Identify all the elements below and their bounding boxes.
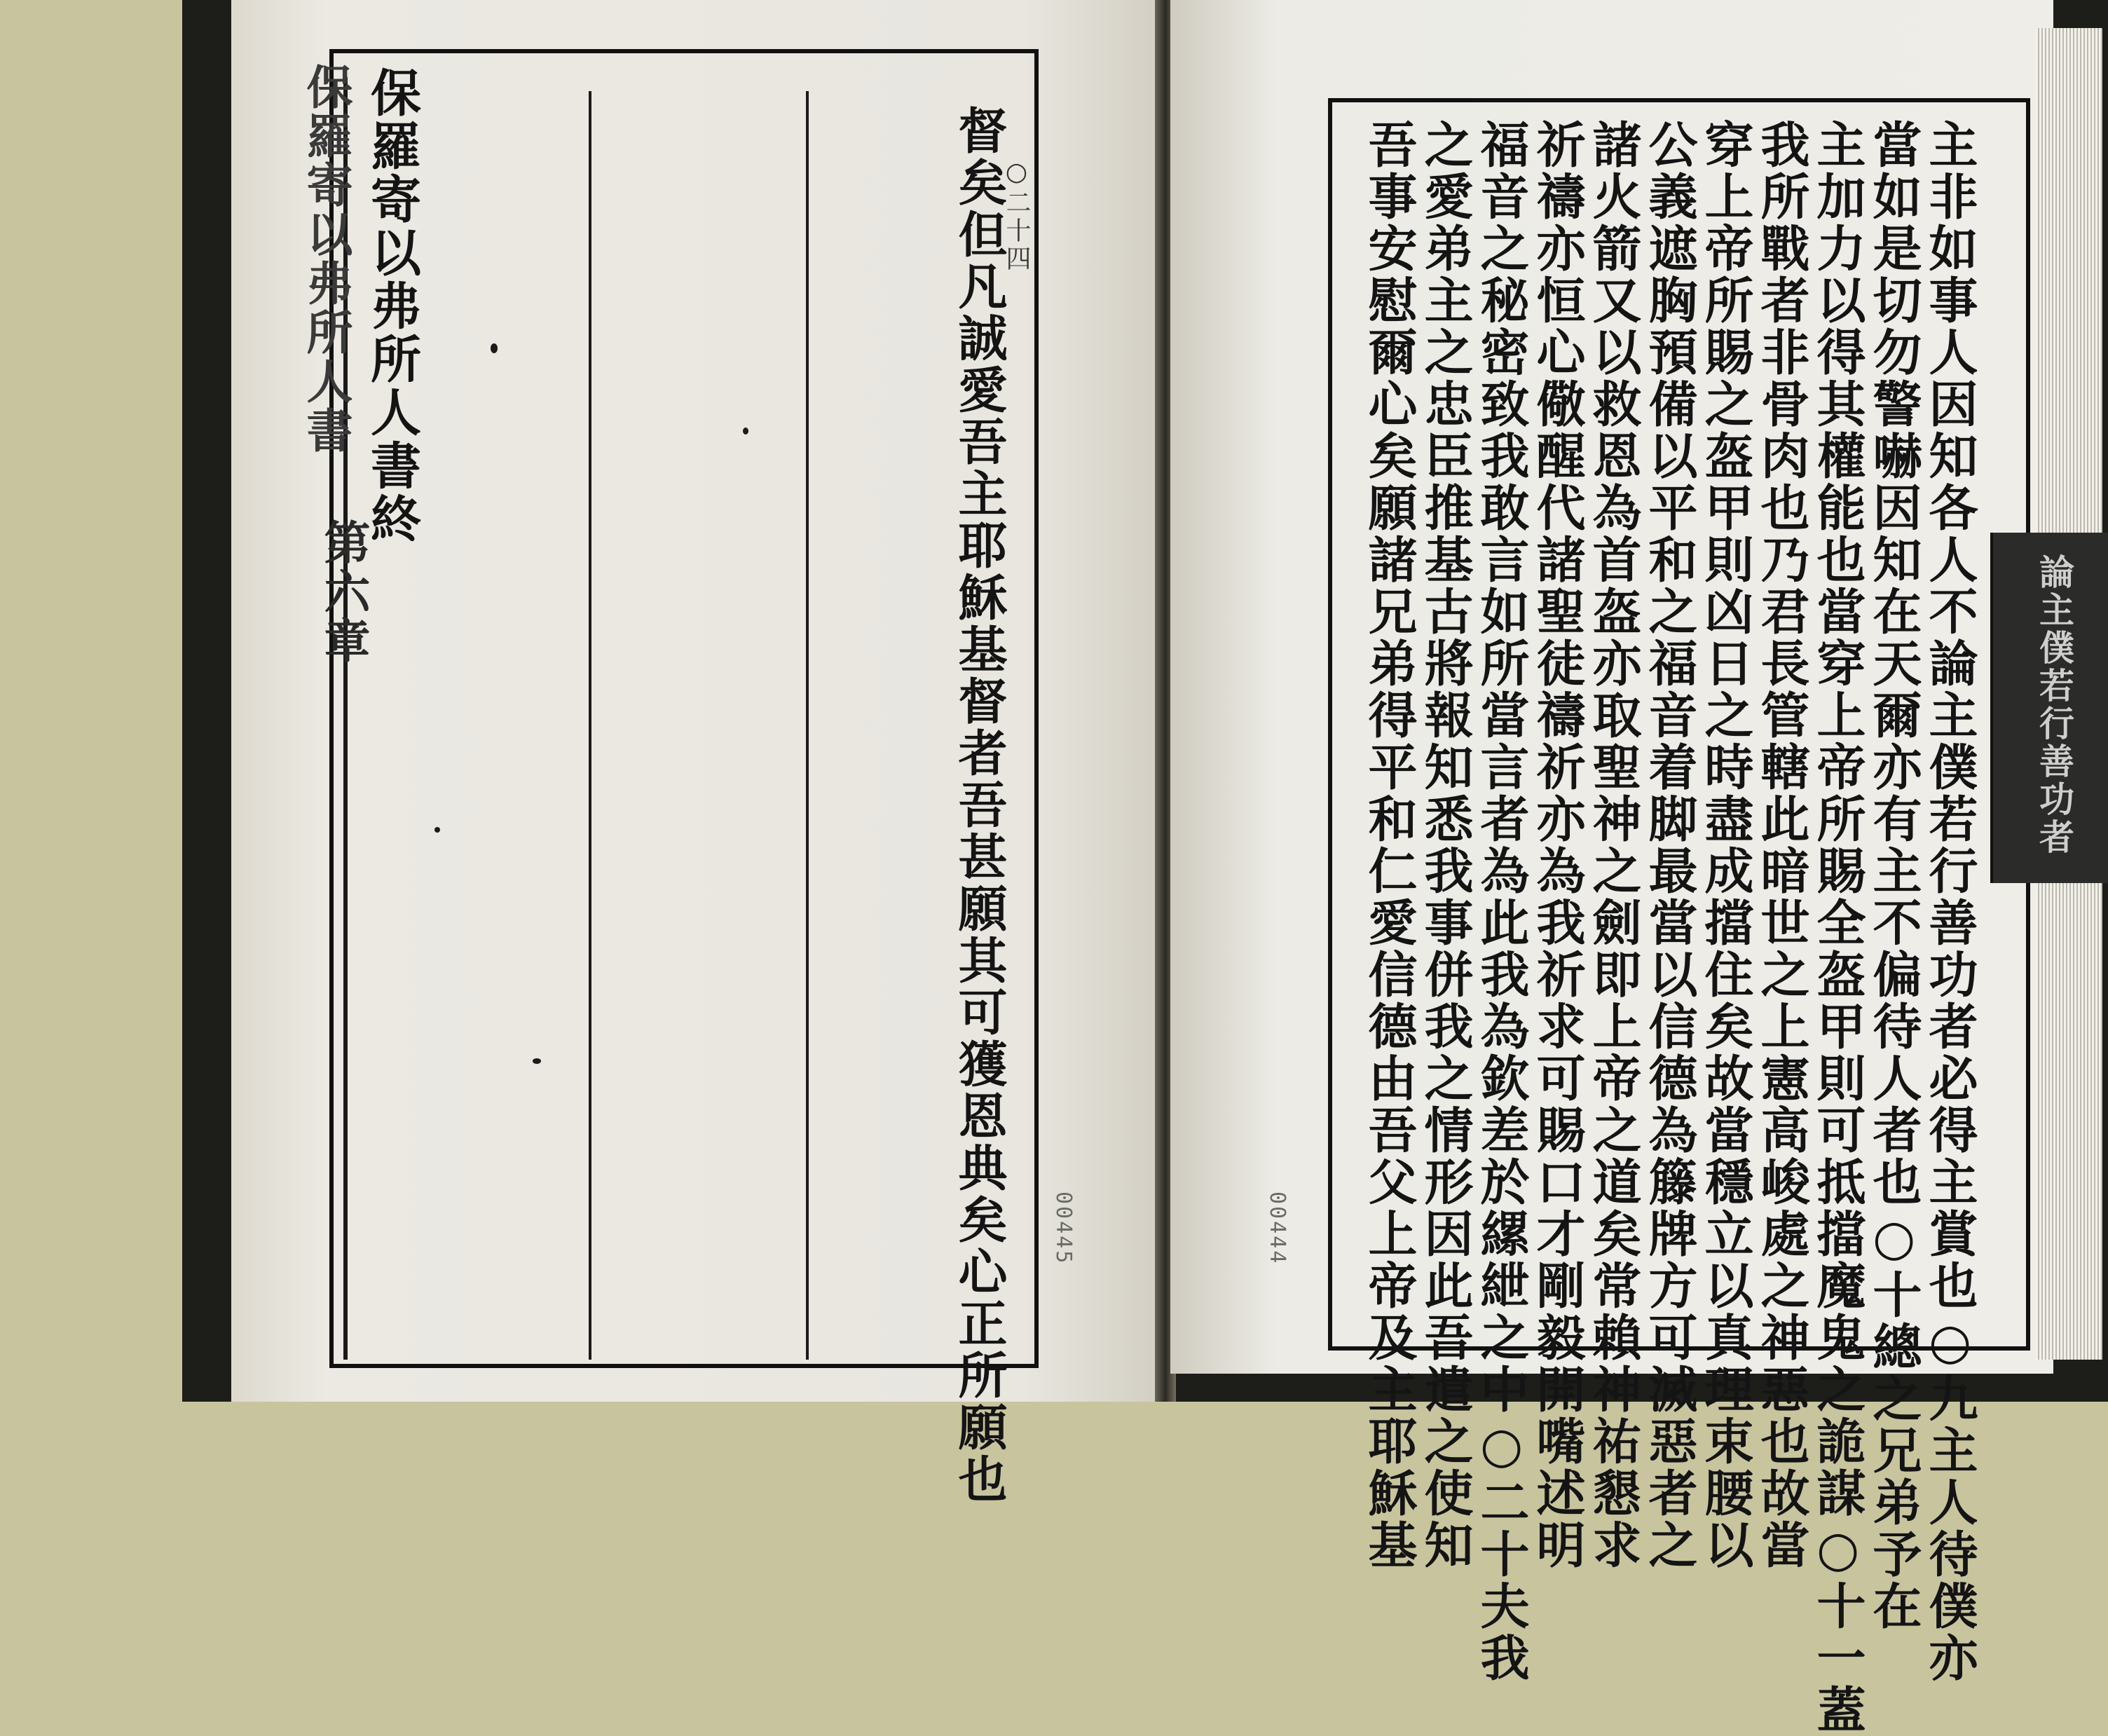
ink-speck (491, 343, 498, 353)
right-text-column: 當如是切勿警嚇因知在天爾亦有主不偏待人者也○十總之兄弟予在 (1865, 119, 1923, 1632)
page-tab-strip (1990, 533, 2108, 883)
right-text-column: 吾事安慰爾心矣願諸兄弟得平和仁愛信德由吾父上帝及主耶穌基 (1360, 119, 1418, 1571)
column-rule (806, 91, 809, 1360)
right-text-column: 之愛弟主之忠臣推基古將報知悉我事併我之情形因此吾遣之使知 (1416, 119, 1474, 1571)
running-head-left: 保羅寄以弗所人書 (299, 63, 353, 456)
ink-speck (743, 428, 748, 435)
left-text-column: 督矣但凡誠愛吾主耶穌基督者吾甚願其可獲恩典矣心正所願也 (950, 105, 1008, 1505)
right-text-column: 主加力以得其權能也當穿上帝所賜全盔甲則可抵擋魔鬼之詭謀○十一蓋 (1809, 119, 1867, 1736)
left-text-frame (329, 49, 1039, 1368)
right-text-column: 祈禱亦恒心儆醒代諸聖徒禱祈亦為我祈求可賜口才剛毅開嘴述明 (1528, 119, 1587, 1571)
tab-text: 論主僕若行善功者 (2034, 554, 2075, 856)
right-text-column: 福音之秘密致我敢言如所當言者為此我為欽差於縲紲之中○二十夫我 (1472, 119, 1531, 1684)
right-text-column: 穿上帝所賜之盔甲則凶日之時盡成擋住矣故當穩立以真理束腰以 (1697, 119, 1755, 1571)
left-page-number: 00445 (1051, 1191, 1076, 1266)
right-text-column: 諸火箭又以救恩為首盔亦取聖神之劍即上帝之道矣常賴神祐懇求 (1585, 119, 1643, 1571)
right-page-number: 00444 (1265, 1191, 1289, 1266)
ink-speck (533, 1058, 541, 1064)
right-text-column: 公義遮胸預備以平和之福音着脚最當以信德為籐牌方可滅惡者之 (1641, 119, 1699, 1571)
chapter-label: 第六章 (316, 519, 371, 666)
closing-title: 保羅寄以弗所人書終 (362, 67, 422, 546)
right-text-column: 我所戰者非骨肉也乃君長管轄此暗世之上憲高峻處之神惡也故當 (1753, 119, 1811, 1571)
verse-marker: ○二十四 (1002, 158, 1031, 273)
ink-speck (434, 827, 440, 833)
column-rule (589, 91, 591, 1360)
right-text-column: 主非如事人因知各人不論主僕若行善功者必得主賞也○九主人待僕亦 (1921, 119, 1979, 1684)
